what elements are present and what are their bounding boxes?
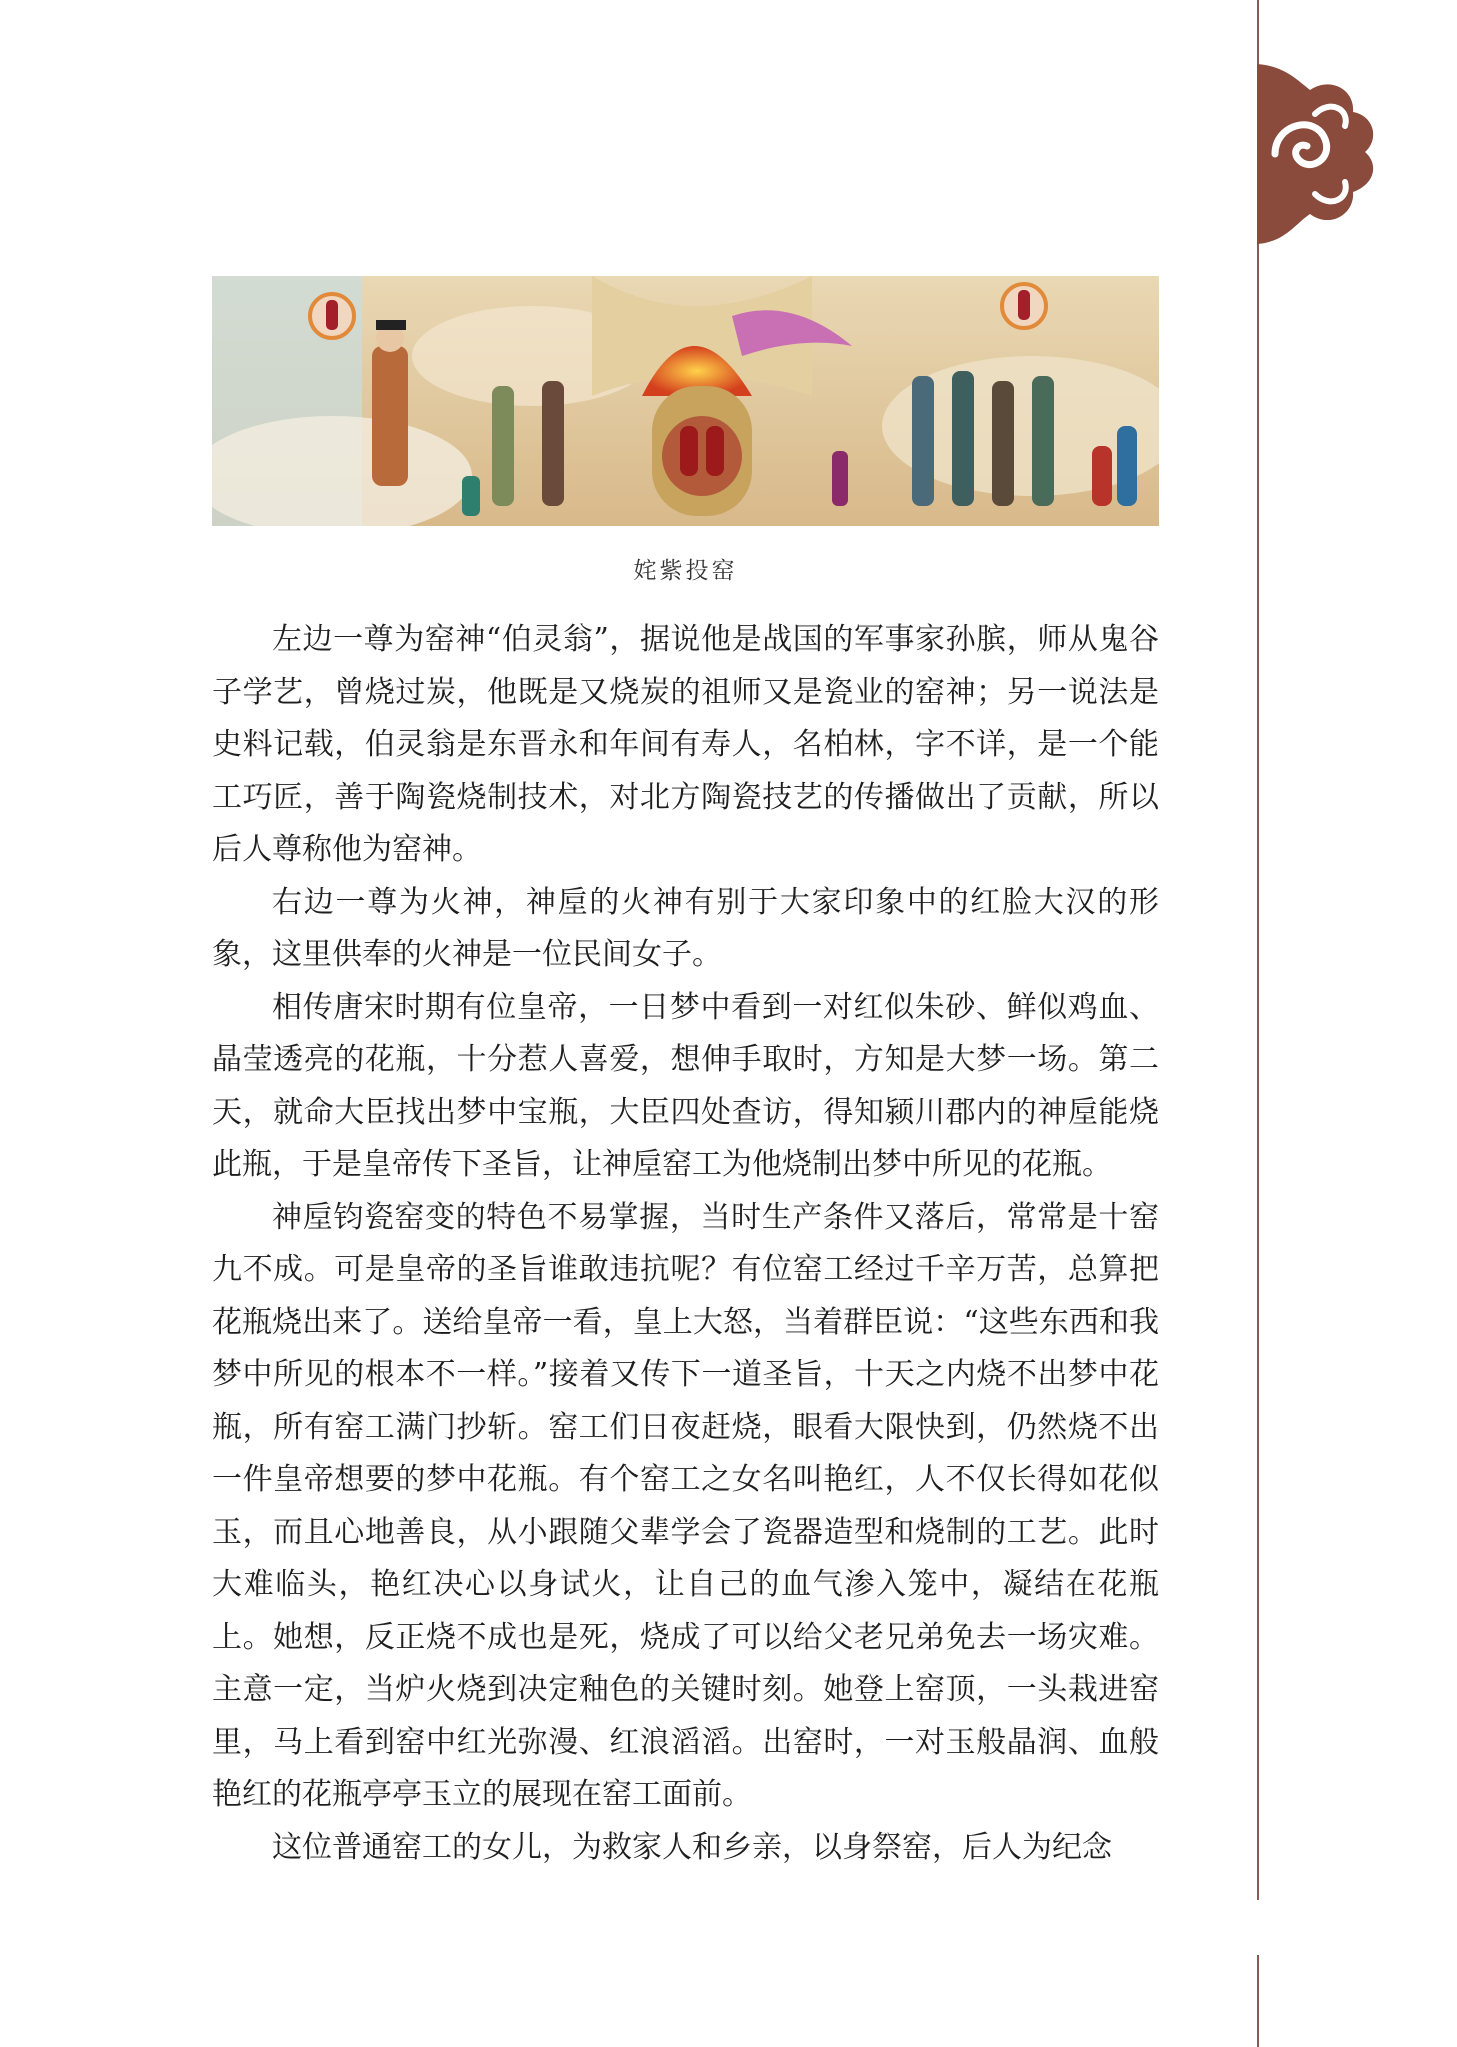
margin-rule-bottom (1257, 1955, 1259, 2047)
margin-rule (1257, 0, 1259, 1900)
body-text (212, 614, 1159, 1874)
paragraph: 神垕钧瓷窑变的特色不易掌握，当时生产条件又落后，常常是十窑九不成。可是皇帝的圣旨谁敢违抗呢？有位窑工经过千辛万苦，总算把花瓶烧出来了。送给皇帝一看，皇上大怒，当着群臣说：“这些东西和我梦中所见的根本不一样。”接着又传下一道圣旨，十天之内烧不出梦中花瓶，所有窑工满门抄斩。窑工们日夜赶烧，眼看大限快到，仍然烧不出一件皇帝想要的梦中花瓶。有个窑工之女名叫艳红，人不仅长得如花似玉，而且心地善良，从小跟随父辈学会了瓷器造型和烧制的工艺。此时大难临头，艳红决心以身试火，让自己的血气渗入笼中，凝结在花瓶上。她想，反正烧不成也是死，烧成了可以给父老兄弟免去一场灾难。主意一定，当炉火烧到决定釉色的关键时刻。她登上窑顶，一头栽进窑里，马上看到窑中红光弥漫、红浪滔滔。出窑时，一对玉般晶润、血般艳红的花瓶亭亭玉立的展现在窑工面前。 (212, 1199, 1159, 1812)
paragraph: 右边一尊为火神，神垕的火神有别于大家印象中的红脸大汉的形象，这里供奉的火神是一位民间女子。 (212, 884, 1159, 972)
cloud-scroll-icon (1255, 64, 1385, 244)
mural-image (212, 276, 1159, 526)
paragraph: 左边一尊为窑神“伯灵翁”，据说他是战国的军事家孙膑，师从鬼谷子学艺，曾烧过炭，他既是又烧炭的祖师又是瓷业的窑神；另一说法是史料记载，伯灵翁是东晋永和年间有寿人，名柏林，字不详，是一个能工巧匠，善于陶瓷烧制技术，对北方陶瓷技艺的传播做出了贡献，所以后人尊称他为窑神。 (212, 622, 1159, 867)
figure-caption: 姹紫投窑 (633, 558, 738, 584)
paragraph: 相传唐宋时期有位皇帝，一日梦中看到一对红似朱砂、鲜似鸡血、晶莹透亮的花瓶，十分惹人喜爱，想伸手取时，方知是大梦一场。第二天，就命大臣找出梦中宝瓶，大臣四处查访，得知颍川郡内的神垕能烧此瓶，于是皇帝传下圣旨，让神垕窑工为他烧制出梦中所见的花瓶。 (212, 989, 1159, 1182)
paragraph: 这位普通窑工的女儿，为救家人和乡亲，以身祭窑，后人为纪念 (272, 1829, 1112, 1865)
